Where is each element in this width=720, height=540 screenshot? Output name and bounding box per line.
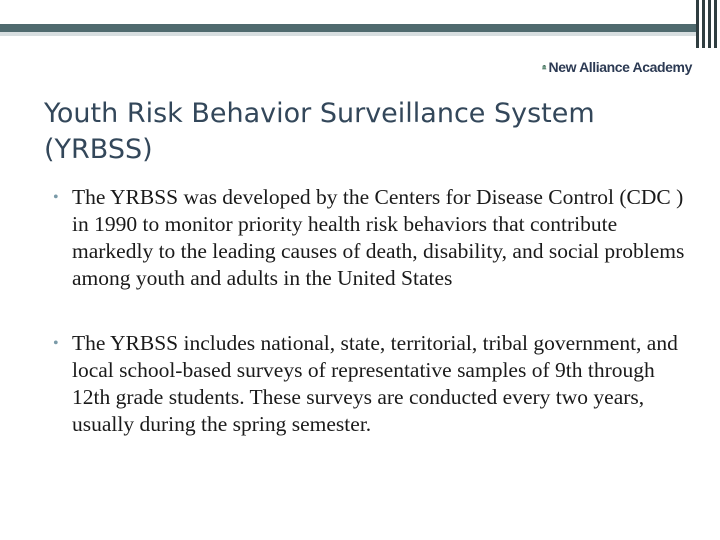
header-rule-light xyxy=(0,32,720,36)
slide-title: Youth Risk Behavior Surveillance System (YRBSS) xyxy=(44,98,595,165)
header-rule-dark xyxy=(0,24,720,32)
bullet-marker: • xyxy=(53,189,59,206)
bullet-text: The YRBSS was developed by the Centers for Disease Control (CDC ) in 1990 to monitor priority health risk behaviors that contribute markedly to the leading causes of death, disability, and social problems among youth and adults in the United States xyxy=(72,185,685,290)
header-band xyxy=(0,0,720,24)
logo-text: New Alliance Academy xyxy=(548,59,692,75)
bullet-item xyxy=(50,330,690,438)
corner-stripes xyxy=(696,0,720,48)
bullet-list xyxy=(50,184,690,438)
bullet-text: The YRBSS includes national, state, territorial, tribal government, and local school-based surveys of representative samples of 9th through 12th grade students. These surveys are conducted every two years, usually during the spring semester. xyxy=(72,331,678,436)
bullet-item xyxy=(50,184,690,292)
academy-building-icon xyxy=(542,55,547,79)
bullet-marker: • xyxy=(53,335,59,352)
academy-logo xyxy=(542,54,692,80)
